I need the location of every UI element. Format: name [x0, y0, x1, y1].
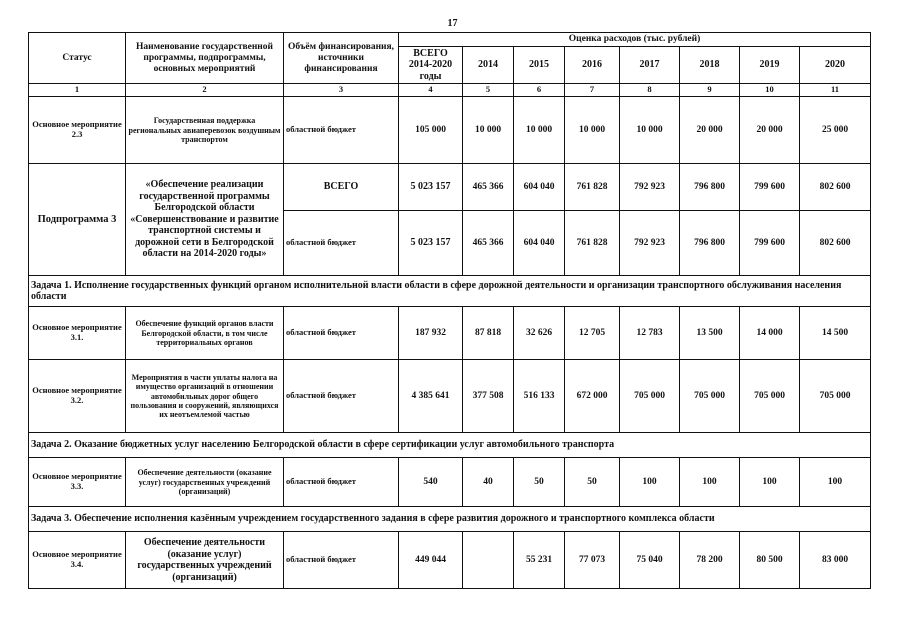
- column-number: 3: [284, 84, 399, 97]
- row-fund-source: областной бюджет: [284, 307, 399, 360]
- row-value: 100: [800, 458, 871, 507]
- row-name: Государственная поддержка региональных авиаперевозок воздушным транспортом: [126, 97, 284, 164]
- row-value: 77 073: [565, 532, 620, 589]
- header-year: 2017: [620, 46, 680, 84]
- row-value: 100: [740, 458, 800, 507]
- row-value: 761 828: [565, 211, 620, 276]
- row-value: 87 818: [463, 307, 514, 360]
- subprogram-status: Подпрограмма 3: [29, 164, 126, 276]
- row-value: 796 800: [680, 211, 740, 276]
- header-year: 2014: [463, 46, 514, 84]
- column-number: 1: [29, 84, 126, 97]
- row-value: 792 923: [620, 211, 680, 276]
- row-value: 604 040: [514, 164, 565, 211]
- header-year: 2016: [565, 46, 620, 84]
- row-fund-source: ВСЕГО: [284, 164, 399, 211]
- table-row: [29, 458, 871, 507]
- column-number: 6: [514, 84, 565, 97]
- column-number: 4: [399, 84, 463, 97]
- row-value: 100: [680, 458, 740, 507]
- header-status: Статус: [29, 33, 126, 84]
- row-name: Обеспечение деятельности (оказание услуг) государственных учреждений (организаций): [126, 532, 284, 589]
- budget-table: [28, 32, 871, 589]
- row-value: [463, 532, 514, 589]
- row-value: 20 000: [740, 97, 800, 164]
- row-value: 14 500: [800, 307, 871, 360]
- row-value: 25 000: [800, 97, 871, 164]
- row-value-total: 4 385 641: [399, 360, 463, 433]
- row-fund-source: областной бюджет: [284, 458, 399, 507]
- column-number: 7: [565, 84, 620, 97]
- row-value: 705 000: [740, 360, 800, 433]
- row-value: 799 600: [740, 164, 800, 211]
- row-value: 83 000: [800, 532, 871, 589]
- task-3-text: Задача 3. Обеспечение исполнения казённым учреждением государственного задания в сфере развития дорожного и транспортного комплекса области: [29, 507, 871, 532]
- row-value: 80 500: [740, 532, 800, 589]
- row-value: 799 600: [740, 211, 800, 276]
- header-estimate: Оценка расходов (тыс. рублей): [399, 33, 871, 47]
- task-1-text: Задача 1. Исполнение государственных функций органом исполнительной власти области в сфере дорожной деятельности и организации транспортного обслуживания населения области: [29, 276, 871, 307]
- row-status: Основное мероприятие 3.3.: [29, 458, 126, 507]
- row-value: 705 000: [620, 360, 680, 433]
- header-year: 2020: [800, 46, 871, 84]
- row-name: Обеспечение деятельности (оказание услуг) государственных учреждений (организаций): [126, 458, 284, 507]
- row-value: 792 923: [620, 164, 680, 211]
- header-row-1: [29, 33, 871, 47]
- table-row: [29, 164, 871, 211]
- header-year: 2019: [740, 46, 800, 84]
- header-year: 2018: [680, 46, 740, 84]
- row-value: 40: [463, 458, 514, 507]
- row-value-total: 540: [399, 458, 463, 507]
- table-row: [29, 360, 871, 433]
- row-value: 12 783: [620, 307, 680, 360]
- task-row: [29, 276, 871, 307]
- subprogram-name: «Обеспечение реализации государственной программы Белгородской области «Совершенствование и развитие транспортной системы и дорожной сети в Белгородской области на 2014-2020 годы»: [126, 164, 284, 276]
- row-value-total: 187 932: [399, 307, 463, 360]
- task-row: [29, 433, 871, 458]
- row-value: 705 000: [800, 360, 871, 433]
- row-value: 10 000: [463, 97, 514, 164]
- column-number: 9: [680, 84, 740, 97]
- row-value: 796 800: [680, 164, 740, 211]
- table-row: [29, 97, 871, 164]
- row-value: 100: [620, 458, 680, 507]
- column-number: 2: [126, 84, 284, 97]
- row-fund-source: областной бюджет: [284, 360, 399, 433]
- row-value: 604 040: [514, 211, 565, 276]
- row-value: 75 040: [620, 532, 680, 589]
- row-status: Основное мероприятие 2.3: [29, 97, 126, 164]
- column-number: 5: [463, 84, 514, 97]
- row-value: 10 000: [514, 97, 565, 164]
- row-value-total: 449 044: [399, 532, 463, 589]
- column-number: 8: [620, 84, 680, 97]
- row-value-total: 5 023 157: [399, 164, 463, 211]
- row-name: Мероприятия в части уплаты налога на имущество организаций в отношении автомобильных дорог общего пользования и сооружений, являющихся их неотъемлемой частью: [126, 360, 284, 433]
- header-volume: Объём финансирования, источники финансирования: [284, 33, 399, 84]
- row-name: Обеспечение функций органов власти Белгородской области, в том числе территориальных органов: [126, 307, 284, 360]
- row-fund-source: областной бюджет: [284, 211, 399, 276]
- row-value: 672 000: [565, 360, 620, 433]
- row-value: 465 366: [463, 164, 514, 211]
- row-value: 10 000: [620, 97, 680, 164]
- column-number: 10: [740, 84, 800, 97]
- row-value: 705 000: [680, 360, 740, 433]
- row-value: 50: [565, 458, 620, 507]
- column-number: 11: [800, 84, 871, 97]
- row-value-total: 105 000: [399, 97, 463, 164]
- row-value: 516 133: [514, 360, 565, 433]
- row-value: 12 705: [565, 307, 620, 360]
- row-value: 13 500: [680, 307, 740, 360]
- table-row: [29, 307, 871, 360]
- row-value: 761 828: [565, 164, 620, 211]
- row-value: 10 000: [565, 97, 620, 164]
- task-2-text: Задача 2. Оказание бюджетных услуг населению Белгородской области в сфере сертификации услуг автомобильного транспорта: [29, 433, 871, 458]
- table-row: [29, 532, 871, 589]
- row-fund-source: областной бюджет: [284, 532, 399, 589]
- row-value: 802 600: [800, 211, 871, 276]
- task-row: [29, 507, 871, 532]
- row-fund-source: областной бюджет: [284, 97, 399, 164]
- row-status: Основное мероприятие 3.2.: [29, 360, 126, 433]
- page-number: 17: [447, 18, 458, 29]
- row-value: 55 231: [514, 532, 565, 589]
- row-value: 14 000: [740, 307, 800, 360]
- header-year: 2015: [514, 46, 565, 84]
- row-value-total: 5 023 157: [399, 211, 463, 276]
- row-status: Основное мероприятие 3.4.: [29, 532, 126, 589]
- row-value: 32 626: [514, 307, 565, 360]
- row-value: 465 366: [463, 211, 514, 276]
- header-total: ВСЕГО 2014-2020 годы: [399, 46, 463, 84]
- row-status: Основное мероприятие 3.1.: [29, 307, 126, 360]
- row-value: 20 000: [680, 97, 740, 164]
- row-value: 50: [514, 458, 565, 507]
- column-numbers-row: [29, 84, 871, 97]
- header-name: Наименование государственной программы, подпрограммы, основных мероприятий: [126, 33, 284, 84]
- row-value: 377 508: [463, 360, 514, 433]
- row-value: 78 200: [680, 532, 740, 589]
- row-value: 802 600: [800, 164, 871, 211]
